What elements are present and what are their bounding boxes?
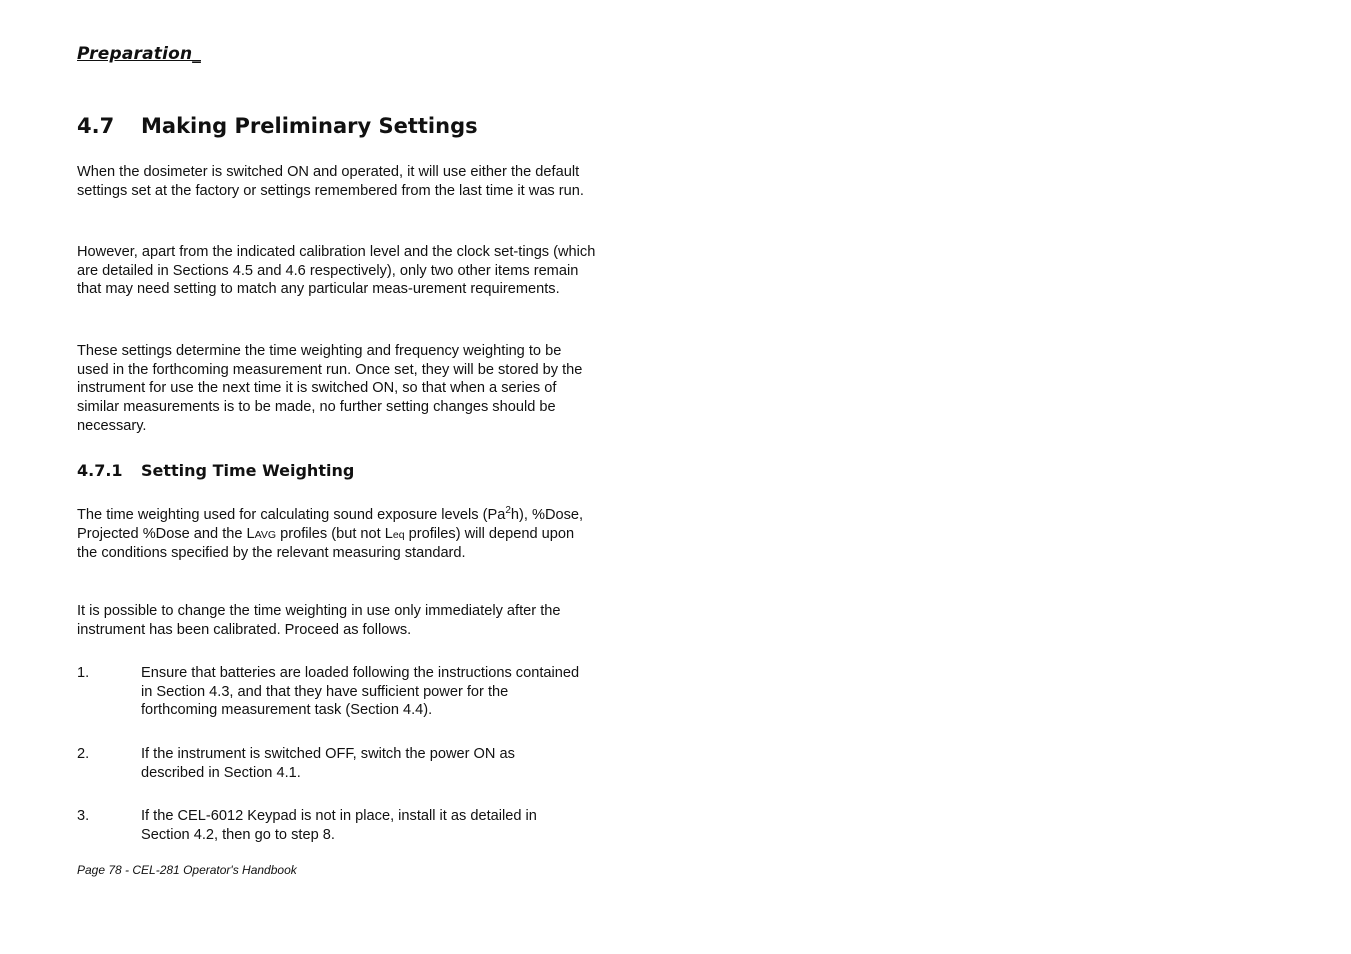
time-weighting-paragraph [77, 502, 597, 563]
tw-text-4: profiles) will depend upon the conditions specified by the relevant measuring standard. [77, 525, 575, 562]
subsection-heading [77, 461, 354, 480]
step-text: Ensure that batteries are loaded following the instructions contained in Section 4.3, and that they have sufficient power for the forthcoming measurement task (Section 4.4). [141, 665, 580, 719]
step-number: 3. [77, 808, 90, 824]
tw-text-1: The time weighting used for calculating sound exposure levels (Pa [77, 507, 506, 523]
intro-paragraph: When the dosimeter is switched ON and operated, it will use either the default settings set at the factory or settings remembered from the last time it was run. [77, 164, 584, 199]
tw-subscript-avg: AVG [254, 528, 277, 541]
step-number: 2. [77, 746, 90, 762]
step-text: If the CEL-6012 Keypad is not in place, install it as detailed in Section 4.2, then go to step 8. [141, 808, 537, 843]
running-head: Preparation_ [77, 44, 201, 64]
step-text: If the instrument is switched OFF, switch the power ON as described in Section 4.1. [141, 746, 515, 781]
change-paragraph: It is possible to change the time weighting in use only immediately after the instrument has been calibrated. Proceed as follows. [77, 603, 561, 638]
section-number: 4.7 [77, 114, 115, 138]
page-footer: Page 78 - CEL-281 Operator's Handbook [77, 863, 297, 877]
section-title: Making Preliminary Settings [141, 114, 478, 138]
subsection-number: 4.7.1 [77, 461, 123, 480]
subsection-title: Setting Time Weighting [141, 461, 355, 480]
tw-superscript: 2 [505, 505, 511, 516]
tw-subscript-eq: eq [392, 528, 405, 541]
tw-text-2: h), %Dose, Projected %Dose and the L [77, 507, 584, 542]
step-number: 1. [77, 665, 90, 681]
tw-text-3: profiles (but not L [276, 525, 393, 542]
settings-paragraph: However, apart from the indicated calibration level and the clock set-tings (which are detailed in Sections 4.5 and 4.6 respectively), only two other items remain that may need setting to match any particular meas-urement requirements. [77, 244, 596, 298]
weighting-paragraph: These settings determine the time weighting and frequency weighting to be used in the forthcoming measurement run. Once set, they will be stored by the instrument for use the next time it is switched ON, so that when a series of similar measurements is to be made, no further setting changes should be necessary. [77, 343, 583, 434]
section-heading [77, 114, 478, 138]
